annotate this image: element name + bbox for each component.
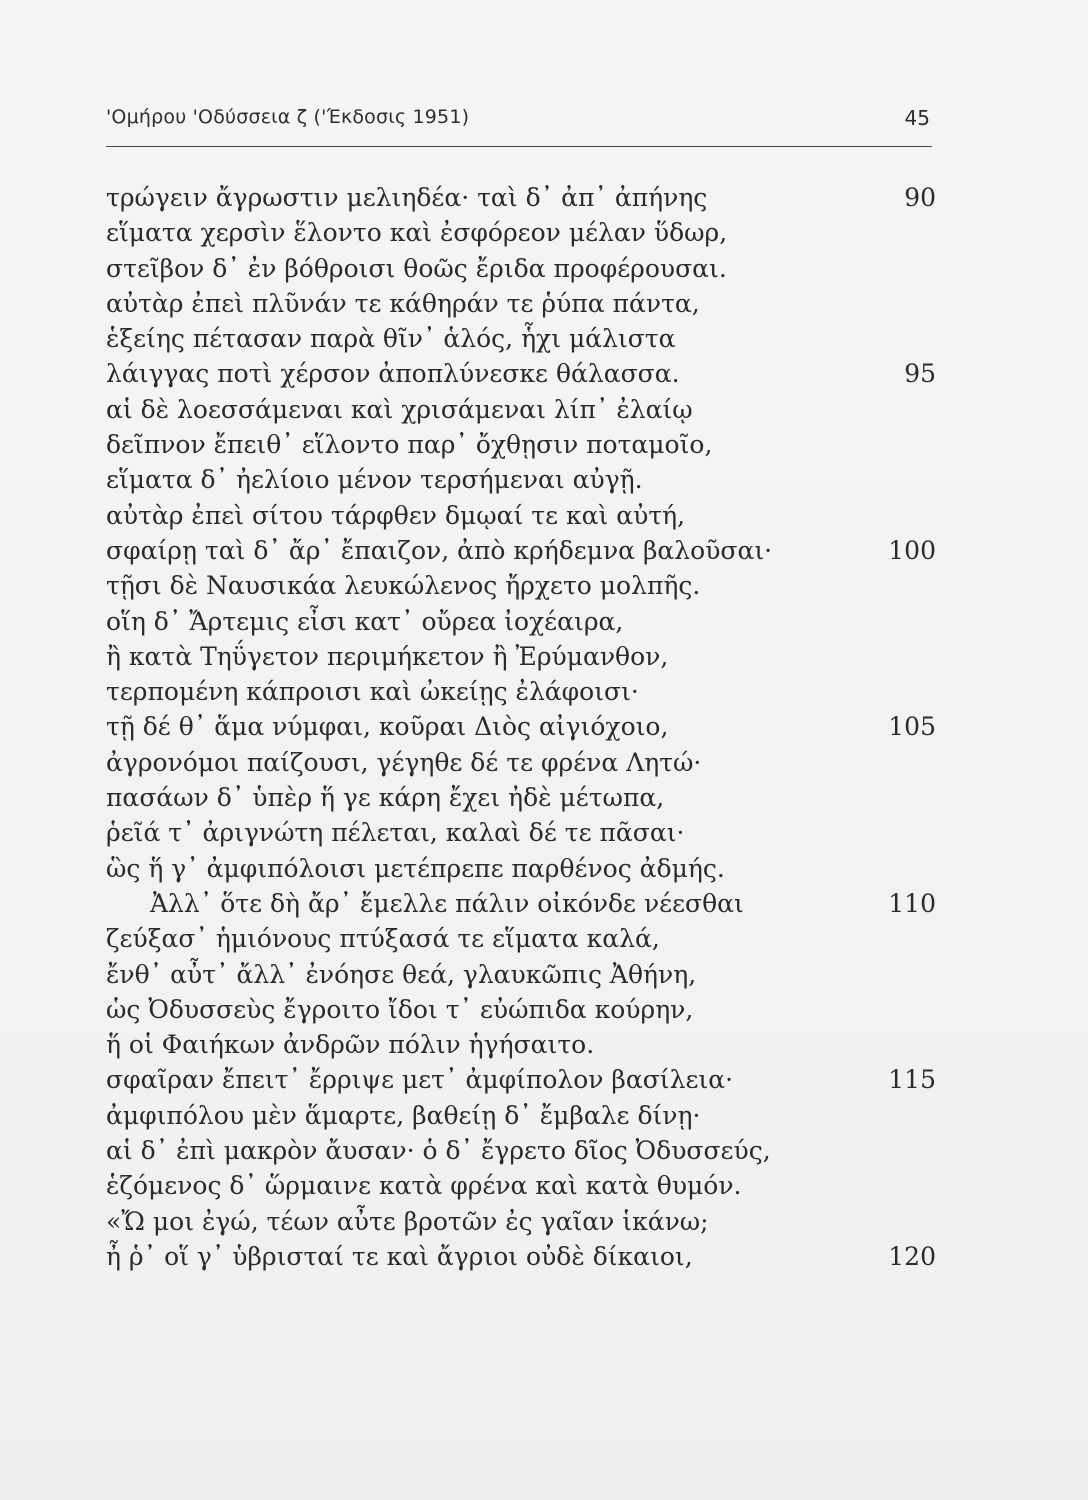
verse-line <box>106 1239 936 1274</box>
line-number: 120 <box>888 1241 936 1271</box>
verse-text: ῥεῖά τ᾽ ἀριγνώτη πέλεται, καλαὶ δέ τε πᾶσαι· <box>106 818 685 848</box>
verse-text: εἵματα χερσὶν ἕλοντο καὶ ἐσφόρεον μέλαν ὕδωρ, <box>106 218 728 248</box>
verse-text: ἔνθ᾽ αὖτ᾽ ἄλλ᾽ ἐνόησε θεά, γλαυκῶπις Ἀθήνη, <box>106 959 697 989</box>
verse-text: τῇσι δὲ Ναυσικάα λευκώλενος ἤρχετο μολπῆς. <box>106 571 701 601</box>
verse-text: ἑξείης πέτασαν παρὰ θῖν᾽ ἁλός, ἧχι μάλιστα <box>106 324 676 354</box>
verse-line <box>106 780 936 815</box>
verse-line <box>106 992 936 1027</box>
verse-text: δεῖπνον ἔπειθ᾽ εἵλοντο παρ᾽ ὄχθῃσιν ποταμοῖο, <box>106 430 713 460</box>
verse-text: ἥ οἱ Φαιήκων ἀνδρῶν πόλιν ἡγήσαιτο. <box>106 1030 595 1060</box>
verse-line <box>106 180 936 215</box>
verse-text: αὐτὰρ ἐπεὶ πλῦνάν τε κάθηράν τε ῥύπα πάντα, <box>106 288 700 318</box>
verse-text: ἑζόμενος δ᾽ ὥρμαινε κατὰ φρένα καὶ κατὰ θυμόν. <box>106 1171 742 1201</box>
verse-line <box>106 1204 936 1239</box>
verse-line <box>106 604 936 639</box>
verse-text: αἱ δ᾽ ἐπὶ μακρὸν ἄυσαν· ὁ δ᾽ ἔγρετο δῖος Ὀδυσσεύς, <box>106 1136 771 1166</box>
verse-text: λάιγγας ποτὶ χέρσον ἀποπλύνεσκε θάλασσα. <box>106 359 680 389</box>
verse-line <box>106 1098 936 1133</box>
verse-line <box>106 321 936 356</box>
verse-text: ὣς ἥ γ᾽ ἀμφιπόλοισι μετέπρεπε παρθένος ἀδμής. <box>106 853 725 883</box>
verse-text: ἦ ῥ᾽ οἵ γ᾽ ὑβρισταί τε καὶ ἄγριοι οὐδὲ δίκαιοι, <box>106 1241 693 1271</box>
verse-text: σφαίρῃ ταὶ δ᾽ ἄρ᾽ ἔπαιζον, ἀπὸ κρήδεμνα βαλοῦσαι· <box>106 535 773 565</box>
line-number: 95 <box>904 359 936 389</box>
verse-line <box>106 709 936 744</box>
verse-text: Ἀλλ᾽ ὅτε δὴ ἄρ᾽ ἔμελλε πάλιν οἰκόνδε νέεσθαι <box>150 888 744 918</box>
verse-text: πασάων δ᾽ ὑπὲρ ἥ γε κάρη ἔχει ἠδὲ μέτωπα, <box>106 783 665 813</box>
verse-text: τῇ δέ θ᾽ ἅμα νύμφαι, κοῦραι Διὸς αἰγιόχοιο, <box>106 712 669 742</box>
verse-line <box>106 1133 936 1168</box>
verse-line <box>106 251 936 286</box>
line-number: 100 <box>888 535 936 565</box>
verse-line <box>106 533 936 568</box>
verse-text: τρώγειν ἄγρωστιν μελιηδέα· ταὶ δ᾽ ἀπ᾽ ἀπήνης <box>106 183 708 212</box>
verse-line <box>106 921 936 956</box>
running-header <box>106 100 932 147</box>
page-number: 45 <box>904 106 930 130</box>
verse-text: τερπομένη κάπροισι καὶ ὠκείῃς ἐλάφοισι· <box>106 677 639 707</box>
line-number: 90 <box>904 183 936 212</box>
line-number: 115 <box>888 1065 936 1095</box>
header-title: 'Ομήρου 'Οδύσσεια ζ ('Έκδοσις 1951) <box>106 106 470 128</box>
verse-text: ζεύξασ᾽ ἡμιόνους πτύξασά τε εἵματα καλά, <box>106 924 660 954</box>
verse-list <box>106 180 936 1274</box>
verse-line <box>106 639 936 674</box>
verse-text: αὐτὰρ ἐπεὶ σίτου τάρφθεν δμῳαί τε καὶ αὐτή, <box>106 500 686 530</box>
line-number: 105 <box>888 712 936 742</box>
verse-text: ἢ κατὰ Τηΰγετον περιμήκετον ἢ Ἐρύμανθον, <box>106 641 669 671</box>
verse-line <box>106 886 936 921</box>
line-number: 110 <box>888 888 936 918</box>
verse-line <box>106 568 936 603</box>
verse-line <box>106 1062 936 1097</box>
verse-line <box>106 851 936 886</box>
verse-line <box>106 674 936 709</box>
verse-text: ἀμφιπόλου μὲν ἅμαρτε, βαθείῃ δ᾽ ἔμβαλε δίνῃ· <box>106 1100 701 1130</box>
verse-line <box>106 498 936 533</box>
verse-text: ὡς Ὀδυσσεὺς ἔγροιτο ἴδοι τ᾽ εὐώπιδα κούρην, <box>106 994 694 1024</box>
verse-text: σφαῖραν ἔπειτ᾽ ἔρριψε μετ᾽ ἀμφίπολον βασίλεια· <box>106 1065 734 1095</box>
verse-line <box>106 745 936 780</box>
verse-text: «Ὤ μοι ἐγώ, τέων αὖτε βροτῶν ἐς γαῖαν ἱκάνω; <box>106 1206 709 1236</box>
verse-line <box>106 392 936 427</box>
verse-text: ἀγρονόμοι παίζουσι, γέγηθε δέ τε φρένα Λητώ· <box>106 747 702 777</box>
verse-line <box>106 286 936 321</box>
verse-line <box>106 957 936 992</box>
verse-line <box>106 427 936 462</box>
verse-text: αἱ δὲ λοεσσάμεναι καὶ χρισάμεναι λίπ᾽ ἐλαίῳ <box>106 394 693 424</box>
verse-line <box>106 1168 936 1203</box>
verse-line <box>106 215 936 250</box>
verse-line <box>106 462 936 497</box>
verse-text: στεῖβον δ᾽ ἐν βόθροισι θοῶς ἔριδα προφέρουσαι. <box>106 253 727 283</box>
verse-line <box>106 815 936 850</box>
verse-line <box>106 356 936 391</box>
verse-text: εἵματα δ᾽ ἠελίοιο μένον τερσήμεναι αὐγῇ. <box>106 465 643 495</box>
verse-text: οἵη δ᾽ Ἄρτεμις εἶσι κατ᾽ οὔρεα ἰοχέαιρα, <box>106 606 624 636</box>
verse-line <box>106 1027 936 1062</box>
